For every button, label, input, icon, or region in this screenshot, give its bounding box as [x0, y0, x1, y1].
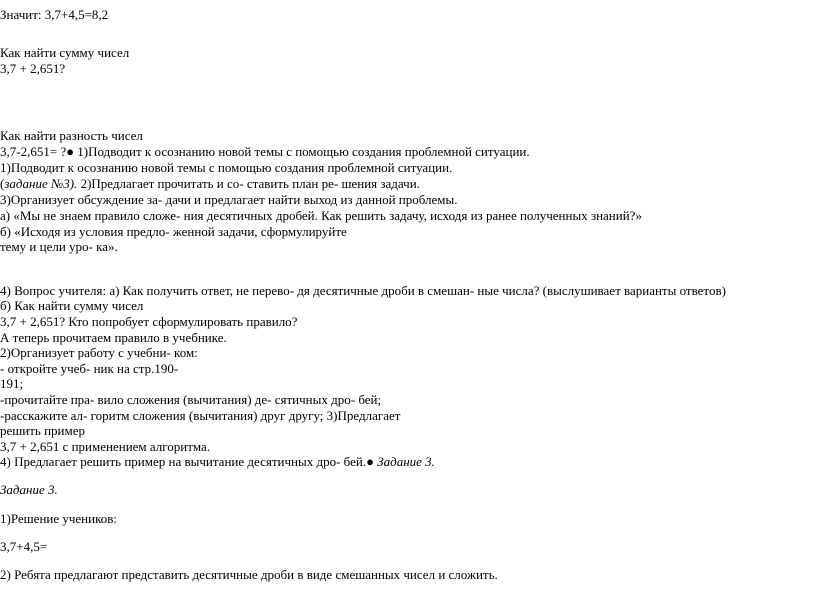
text-line: 4) Вопрос учителя: а) Как получить ответ, не перево- дя десятичные дроби в смешан- ные числа? (выслушивает варианты ответов) [0, 283, 726, 298]
text-line: -прочитайте пра- вило сложения (вычитания) де- сятичных дро- бей; [0, 392, 382, 407]
bullet-icon: ● [66, 144, 75, 159]
text-line: 3,7+4,5= [0, 539, 48, 554]
text-line [0, 454, 435, 469]
text-line: 3,7 + 2,651 с применением алгоритма. [0, 439, 211, 454]
text-line: решить пример [0, 423, 86, 438]
text-line: а) «Мы не знаем правило сложе- ния десятичных дробей. Как решить задачу, исходя из ранее полученных знаний?» [0, 208, 642, 223]
text-line: Значит: 3,7+4,5=8,2 [0, 7, 109, 22]
text-segment: 2)Предлагает прочитать и со- ставить план ре- шения задачи. [77, 176, 420, 191]
text-line: 1)Подводит к осознанию новой темы с помощью создания проблемной ситуации. [0, 160, 453, 175]
text-line [0, 176, 420, 191]
task-reference: задание №3). [4, 176, 78, 191]
text-line: Как найти сумму чисел [0, 45, 130, 60]
text-segment: ( [0, 176, 5, 191]
text-line: 191; [0, 376, 24, 391]
text-line: - откройте учеб- ник на стр.190- [0, 361, 179, 376]
text-line [0, 144, 530, 159]
text-line: 2) Ребята предлагают представить десятичные дроби в виде смешанных чисел и сложить. [0, 567, 498, 582]
text-line: б) Как найти сумму чисел [0, 298, 144, 313]
text-segment: 4) Предлагает решить пример на вычитание десятичных дро- бей. [0, 454, 367, 469]
text-segment: 1)Подводит к осознанию новой темы с помощью создания проблемной ситуации. [74, 144, 530, 159]
text-line: 2)Организует работу с учебни- ком: [0, 345, 198, 360]
text-line: -расскажите ал- горитм сложения (вычитания) друг другу; 3)Предлагает [0, 408, 401, 423]
text-line: А теперь прочитаем правило в учебнике. [0, 330, 227, 345]
text-line: 3)Организует обсуждение за- дачи и предлагает найти выход из данной проблемы. [0, 192, 458, 207]
text-line: 3,7 + 2,651? Кто попробует сформулировать правило? [0, 314, 298, 329]
text-segment: 3,7-2,651= ? [0, 144, 67, 159]
text-line: 3,7 + 2,651? [0, 61, 66, 76]
text-line: Как найти разность чисел [0, 128, 143, 143]
task-heading: Задание 3. [0, 482, 58, 497]
text-line: 1)Решение учеников: [0, 511, 117, 526]
text-line: тему и цели уро- ка». [0, 239, 118, 254]
text-line: б) «Исходя из условия предло- женной задачи, сформулируйте [0, 224, 347, 239]
task-reference: Задание 3. [373, 454, 435, 469]
bullet-icon: ● [366, 454, 374, 469]
